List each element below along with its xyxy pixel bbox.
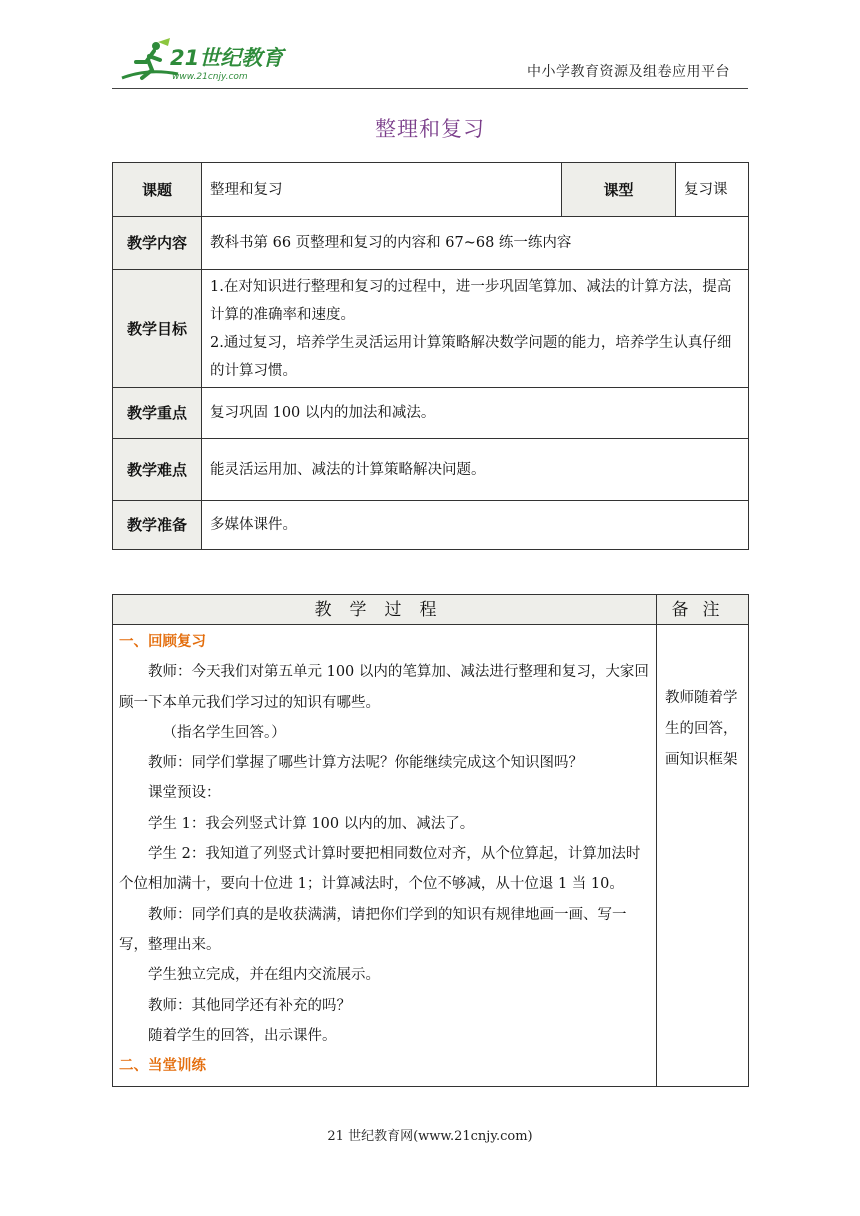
prep-value: 多媒体课件。 <box>202 501 749 550</box>
prep-label: 教学准备 <box>113 501 202 550</box>
header-divider <box>112 88 748 89</box>
platform-name: 中小学教育资源及组卷应用平台 <box>527 64 730 80</box>
svg-text:21世纪教育: 21世纪教育 <box>170 46 284 70</box>
process-note: 教师随着学生的回答，画知识框架 <box>657 625 749 1087</box>
svg-text:www.21cnjy.com: www.21cnjy.com <box>172 72 248 82</box>
process-line: 教师：同学们真的是收获满满，请把你们学到的知识有规律地画一画、写一写，整理出来。 <box>119 906 627 953</box>
process-line: 教师：其他同学还有补充的吗？ <box>148 997 351 1014</box>
document-title: 整理和复习 <box>375 117 485 141</box>
goal-item: 2.通过复习，培养学生灵活运用计算策略解决数学问题的能力，培养学生认真仔细的计算习惯。 <box>210 334 732 379</box>
process-line: 学生 1：我会列竖式计算 100 以内的加、减法了。 <box>148 815 475 832</box>
logo-21cnjy <box>118 38 288 84</box>
difficulty-value: 能灵活运用加、减法的计算策略解决问题。 <box>202 439 749 501</box>
section-heading: 一、回顾复习 <box>119 634 206 650</box>
goal-item: 1.在对知识进行整理和复习的过程中，进一步巩固笔算加、减法的计算方法，提高计算的准确率和速度。 <box>210 278 732 323</box>
content-label: 教学内容 <box>113 217 202 270</box>
process-line: 随着学生的回答，出示课件。 <box>148 1027 337 1044</box>
type-value: 复习课 <box>676 163 749 217</box>
process-line: 教师：同学们掌握了哪些计算方法呢？你能继续完成这个知识图吗？ <box>148 755 583 772</box>
process-line: 教师：今天我们对第五单元 100 以内的笔算加、减法进行整理和复习，大家回顾一下本单元我们学习过的知识有哪些。 <box>119 664 649 711</box>
teaching-process-table <box>112 594 749 1087</box>
section-heading: 二、当堂训练 <box>119 1058 206 1075</box>
page-footer: 21 世纪教育网(www.21cnjy.com) <box>327 1129 533 1144</box>
lesson-info-table <box>112 162 749 550</box>
topic-label: 课题 <box>113 163 202 217</box>
goals-value <box>202 270 749 388</box>
process-line: （指名学生回答。） <box>162 724 286 741</box>
note-header: 备注 <box>657 595 749 625</box>
topic-value: 整理和复习 <box>202 163 562 217</box>
content-value: 教科书第 66 页整理和复习的内容和 67~68 练一练内容 <box>202 217 749 270</box>
process-header: 教学过程 <box>113 595 657 625</box>
difficulty-label: 教学难点 <box>113 439 202 501</box>
process-line: 学生独立完成，并在组内交流展示。 <box>148 967 380 984</box>
process-content <box>113 625 657 1087</box>
type-label: 课型 <box>562 163 676 217</box>
page-header <box>112 34 748 92</box>
process-line: 课堂预设： <box>148 785 221 802</box>
key-value: 复习巩固 100 以内的加法和减法。 <box>202 388 749 439</box>
key-label: 教学重点 <box>113 388 202 439</box>
goals-label: 教学目标 <box>113 270 202 388</box>
process-line: 学生 2：我知道了列竖式计算时要把相同数位对齐，从个位算起，计算加法时个位相加满十，要向十位进 1；计算减法时，个位不够减，从十位退 1 当 10。 <box>119 846 641 893</box>
